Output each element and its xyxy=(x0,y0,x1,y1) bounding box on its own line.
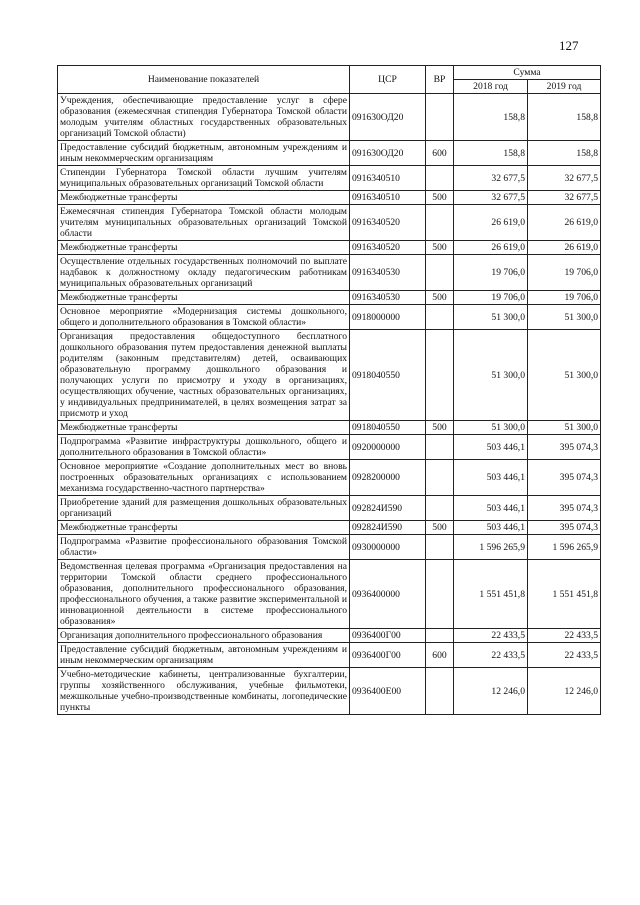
budget-table xyxy=(57,65,601,715)
row-vr xyxy=(426,560,454,629)
row-vr xyxy=(426,435,454,460)
header-row xyxy=(58,66,601,80)
row-sum-2018: 12 246,0 xyxy=(454,668,528,715)
row-name: Основное мероприятие «Создание дополнительных мест во вновь построенных образовательных организациях с использованием механизма государственно-частного партнерства» xyxy=(58,460,350,496)
row-name: Подпрограмма «Развитие профессионального образования Томской области» xyxy=(58,535,350,560)
row-sum-2019: 395 074,3 xyxy=(528,460,601,496)
table-row xyxy=(58,535,601,560)
header-year-2018: 2018 год xyxy=(454,80,528,94)
row-sum-2019: 1 551 451,8 xyxy=(528,560,601,629)
row-csr: 0918040550 xyxy=(350,330,426,421)
row-csr: 0916340530 xyxy=(350,291,426,305)
row-vr xyxy=(426,205,454,241)
header-year-2019: 2019 год xyxy=(528,80,601,94)
row-sum-2018: 158,8 xyxy=(454,141,528,166)
table-row xyxy=(58,435,601,460)
row-sum-2018: 22 433,5 xyxy=(454,643,528,668)
row-sum-2018: 158,8 xyxy=(454,94,528,141)
row-sum-2019: 26 619,0 xyxy=(528,205,601,241)
row-sum-2019: 51 300,0 xyxy=(528,421,601,435)
row-sum-2018: 503 446,1 xyxy=(454,496,528,521)
header-name: Наименование показателей xyxy=(58,66,350,94)
row-name: Предоставление субсидий бюджетным, автономным учреждениям и иным некоммерческим организациям xyxy=(58,643,350,668)
row-vr xyxy=(426,535,454,560)
table-row xyxy=(58,521,601,535)
row-sum-2018: 51 300,0 xyxy=(454,330,528,421)
row-sum-2019: 12 246,0 xyxy=(528,668,601,715)
table-row xyxy=(58,305,601,330)
row-sum-2019: 395 074,3 xyxy=(528,496,601,521)
table-row xyxy=(58,330,601,421)
row-sum-2019: 26 619,0 xyxy=(528,241,601,255)
row-name: Учреждения, обеспечивающие предоставление услуг в сфере образования (ежемесячная стипендия Губернатора Томской области молодым учителям областных государственных образовательных организаций Томской области) xyxy=(58,94,350,141)
row-csr: 0916340520 xyxy=(350,205,426,241)
table-row xyxy=(58,205,601,241)
row-sum-2018: 26 619,0 xyxy=(454,241,528,255)
row-sum-2019: 395 074,3 xyxy=(528,435,601,460)
row-csr: 0936400Е00 xyxy=(350,668,426,715)
row-vr xyxy=(426,668,454,715)
row-name: Межбюджетные трансферты xyxy=(58,421,350,435)
row-name: Организация дополнительного профессионального образования xyxy=(58,629,350,643)
row-vr xyxy=(426,629,454,643)
row-sum-2019: 22 433,5 xyxy=(528,643,601,668)
row-name: Межбюджетные трансферты xyxy=(58,241,350,255)
row-vr: 600 xyxy=(426,643,454,668)
table-row xyxy=(58,191,601,205)
table-row xyxy=(58,141,601,166)
row-sum-2018: 503 446,1 xyxy=(454,521,528,535)
row-sum-2019: 51 300,0 xyxy=(528,330,601,421)
table-body xyxy=(58,94,601,715)
table-row xyxy=(58,460,601,496)
row-vr xyxy=(426,330,454,421)
table-row xyxy=(58,421,601,435)
row-csr: 0916340520 xyxy=(350,241,426,255)
row-csr: 0936400Г00 xyxy=(350,643,426,668)
row-csr: 0936400000 xyxy=(350,560,426,629)
row-sum-2018: 503 446,1 xyxy=(454,435,528,460)
row-name: Учебно-методические кабинеты, централизованные бухгалтерии, группы хозяйственного обслуживания, учебные фильмотеки, межшкольные учебно-производственные комбинаты, логопедические пункты xyxy=(58,668,350,715)
row-csr: 0916340530 xyxy=(350,255,426,291)
table-row xyxy=(58,166,601,191)
row-csr: 0930000000 xyxy=(350,535,426,560)
row-name: Осуществление отдельных государственных полномочий по выплате надбавок к должностному окладу педагогическим работникам муниципальных образовательных организаций xyxy=(58,255,350,291)
row-sum-2019: 19 706,0 xyxy=(528,255,601,291)
row-name: Подпрограмма «Развитие инфраструктуры дошкольного, общего и дополнительного образования в Томской области» xyxy=(58,435,350,460)
table-row xyxy=(58,560,601,629)
row-sum-2019: 22 433,5 xyxy=(528,629,601,643)
row-sum-2019: 395 074,3 xyxy=(528,521,601,535)
header-csr: ЦСР xyxy=(350,66,426,94)
row-sum-2018: 26 619,0 xyxy=(454,205,528,241)
row-vr xyxy=(426,496,454,521)
row-name: Основное мероприятие «Модернизация системы дошкольного, общего и дополнительного образования в Томской области» xyxy=(58,305,350,330)
row-csr: 0918000000 xyxy=(350,305,426,330)
row-sum-2019: 32 677,5 xyxy=(528,191,601,205)
row-sum-2018: 503 446,1 xyxy=(454,460,528,496)
row-name: Стипендии Губернатора Томской области лучшим учителям муниципальных образовательных организаций Томской области xyxy=(58,166,350,191)
header-vr: ВР xyxy=(426,66,454,94)
table-row xyxy=(58,255,601,291)
row-sum-2018: 51 300,0 xyxy=(454,421,528,435)
header-sum: Сумма xyxy=(454,66,601,80)
row-vr: 500 xyxy=(426,521,454,535)
row-vr: 500 xyxy=(426,191,454,205)
row-sum-2018: 32 677,5 xyxy=(454,191,528,205)
row-name: Межбюджетные трансферты xyxy=(58,191,350,205)
row-csr: 0916340510 xyxy=(350,166,426,191)
row-csr: 0918040550 xyxy=(350,421,426,435)
row-name: Межбюджетные трансферты xyxy=(58,521,350,535)
row-vr: 600 xyxy=(426,141,454,166)
row-name: Приобретение зданий для размещения дошкольных образовательных организаций xyxy=(58,496,350,521)
row-sum-2018: 1 551 451,8 xyxy=(454,560,528,629)
row-sum-2019: 158,8 xyxy=(528,94,601,141)
row-sum-2018: 19 706,0 xyxy=(454,291,528,305)
row-csr: 092824И590 xyxy=(350,521,426,535)
table-row xyxy=(58,668,601,715)
table-row xyxy=(58,94,601,141)
row-sum-2019: 158,8 xyxy=(528,141,601,166)
row-sum-2019: 51 300,0 xyxy=(528,305,601,330)
row-sum-2018: 51 300,0 xyxy=(454,305,528,330)
row-csr: 092824И590 xyxy=(350,496,426,521)
row-vr: 500 xyxy=(426,291,454,305)
table-row xyxy=(58,241,601,255)
row-sum-2019: 1 596 265,9 xyxy=(528,535,601,560)
table-row xyxy=(58,291,601,305)
row-vr: 500 xyxy=(426,241,454,255)
row-name: Межбюджетные трансферты xyxy=(58,291,350,305)
row-sum-2018: 19 706,0 xyxy=(454,255,528,291)
row-name: Ежемесячная стипендия Губернатора Томской области молодым учителям муниципальных образовательных организаций Томской области xyxy=(58,205,350,241)
row-csr: 0928200000 xyxy=(350,460,426,496)
row-vr: 500 xyxy=(426,421,454,435)
row-sum-2018: 32 677,5 xyxy=(454,166,528,191)
row-csr: 091630ОД20 xyxy=(350,94,426,141)
row-sum-2018: 22 433,5 xyxy=(454,629,528,643)
row-name: Ведомственная целевая программа «Организация предоставления на территории Томской области среднего профессионального образования, дополнительного профессионального образования, профессионального обучения, а также развитие экспериментальной и инновационной деятельности в системе профессионального образования» xyxy=(58,560,350,629)
row-sum-2018: 1 596 265,9 xyxy=(454,535,528,560)
row-name: Предоставление субсидий бюджетным, автономным учреждениям и иным некоммерческим организациям xyxy=(58,141,350,166)
row-name: Организация предоставления общедоступного бесплатного дошкольного образования путем предоставления денежной выплаты родителям (законным представителям) детей, осваивающих образовательную программу дошкольного образования и получающих услуги по присмотру и уходу в организациях, осуществляющих обучение, частных образовательных организациях, у индивидуальных предпринимателей, в целях возмещения затрат за присмотр и уход xyxy=(58,330,350,421)
row-sum-2019: 32 677,5 xyxy=(528,166,601,191)
table-row xyxy=(58,643,601,668)
table-row xyxy=(58,496,601,521)
row-csr: 091630ОД20 xyxy=(350,141,426,166)
row-vr xyxy=(426,166,454,191)
page-number: 127 xyxy=(559,38,579,53)
row-csr: 0916340510 xyxy=(350,191,426,205)
row-vr xyxy=(426,255,454,291)
row-vr xyxy=(426,305,454,330)
row-sum-2019: 19 706,0 xyxy=(528,291,601,305)
row-csr: 0936400Г00 xyxy=(350,629,426,643)
row-vr xyxy=(426,460,454,496)
table-row xyxy=(58,629,601,643)
row-vr xyxy=(426,94,454,141)
row-csr: 0920000000 xyxy=(350,435,426,460)
